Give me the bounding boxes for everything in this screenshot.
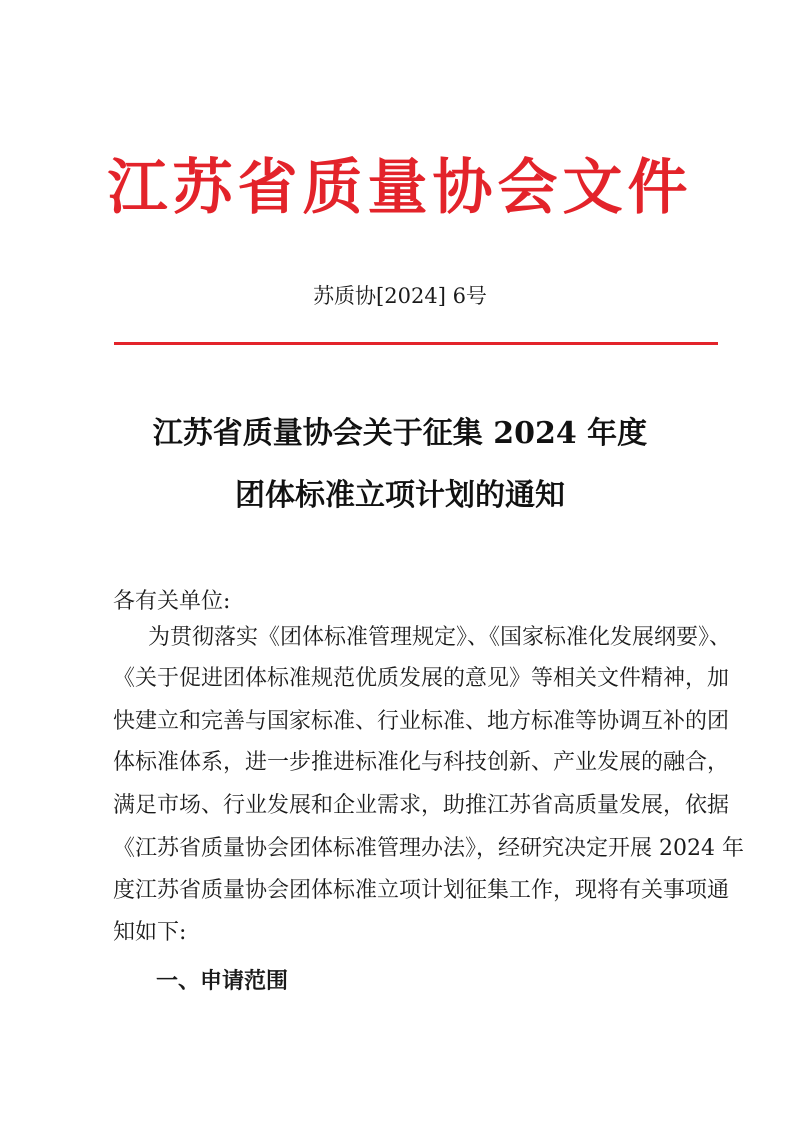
document-number: 苏质协[2024] 6号 [313,284,487,308]
notice-title-line-2: 团体标准立项计划的通知 [235,478,565,513]
paragraph-line-8: 知如下: [113,920,187,945]
section-heading-scope: 一、申请范围 [156,968,289,994]
paragraph-line-1: 为贯彻落实《团体标准管理规定》、《国家标准化发展纲要》、 [148,625,732,650]
paragraph-line-6: 《江苏省质量协会团体标准管理办法》，经研究决定开展 2024 年 [113,836,744,861]
paragraph-line-4: 体标准体系，进一步推进标准化与科技创新、产业发展的融合， [113,750,730,775]
paragraph-line-2: 《关于促进团体标准规范优质发展的意见》等相关文件精神，加 [113,666,730,691]
paragraph-line-3: 快建立和完善与国家标准、行业标准、地方标准等协调互补的团 [113,709,730,734]
notice-title-line-1: 江苏省质量协会关于征集 2024 年度 [152,416,648,451]
paragraph-line-7: 度江苏省质量协会团体标准立项计划征集工作，现将有关事项通 [113,878,730,903]
document-header-title: 江苏省质量协会文件 [107,153,693,223]
header-divider [114,342,718,345]
paragraph-line-5: 满足市场、行业发展和企业需求，助推江苏省高质量发展，依据 [113,793,730,818]
salutation: 各有关单位: [113,589,231,614]
